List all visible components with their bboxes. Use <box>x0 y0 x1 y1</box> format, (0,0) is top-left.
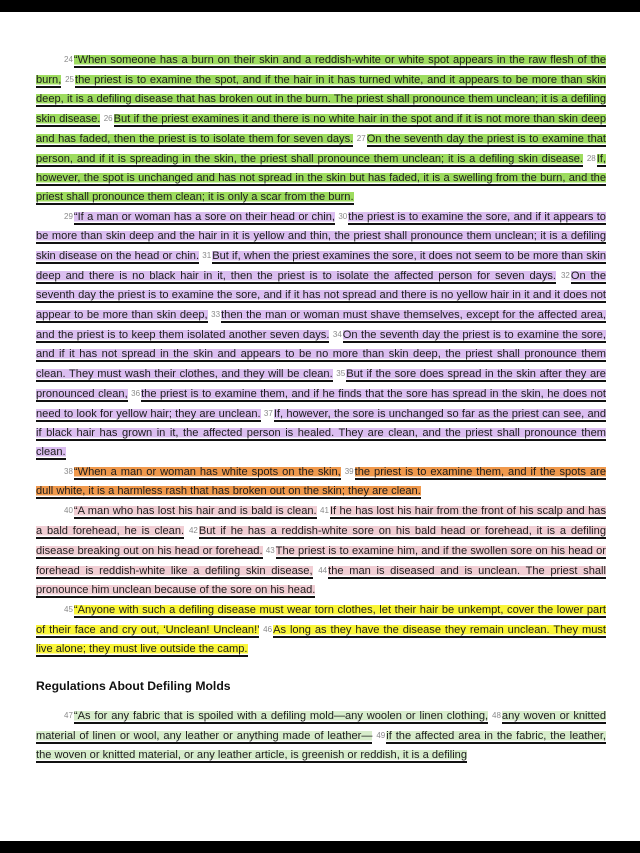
verse-number: 28 <box>586 154 596 163</box>
verse-number: 47 <box>64 711 73 720</box>
verse-text: On the seventh day the priest is to examine that person, and if it is spreading in the skin, the priest shall pronounce them unclean; it is a defiling skin disease. <box>36 133 606 165</box>
verse-number: 48 <box>492 711 501 720</box>
verse-text: the priest is to examine them, and if the spots are dull white, it is a harmless rash that has broken out on the skin; they are clean. <box>36 466 606 497</box>
verse-number: 30 <box>338 212 348 221</box>
verse-number: 36 <box>131 389 141 398</box>
verse-text: the priest is to examine the spot, and if the hair in it has turned white, and it appears to be more than skin deep, it is a defiling disease that has broken out in the burn. The priest shall pronounce them unclean; it is a defiling skin disease. <box>36 74 606 125</box>
paragraph <box>36 600 606 659</box>
verse-text: “A man who has lost his hair and is bald is clean. <box>73 505 317 517</box>
verse-text: “Anyone with such a defiling disease must wear torn clothes, let their hair be unkempt, cover the lower part of their face and cry out, ‘Unclean! Unclean!’ <box>36 604 606 636</box>
verse-number: 45 <box>64 605 73 614</box>
verse-text: any woven or knitted material of linen or wool, any leather or anything made of leather— <box>36 710 606 742</box>
paragraph <box>36 50 606 207</box>
verse-number: 46 <box>263 625 273 634</box>
verse-text: then the man or woman must shave themselves, except for the affected area, and the priest is to keep them isolated another seven days. <box>36 309 606 341</box>
verse-number: 25 <box>65 75 74 84</box>
verse-number: 34 <box>332 330 342 339</box>
verse-number: 24 <box>64 55 73 64</box>
verse-text: But if he has a reddish-white sore on his bald head or forehead, it is a defiling disease breaking out on his head or forehead. <box>36 525 606 557</box>
verse-number: 40 <box>64 506 73 515</box>
verse-number: 44 <box>318 566 328 575</box>
verse-number: 33 <box>211 310 221 319</box>
verse-text: the priest is to examine the sore, and if it appears to be more than skin deep and the hair in it is yellow and thin, the priest shall pronounce them unclean; it is a defiling skin disease on the head or chin. <box>36 211 606 262</box>
verse-text: On the seventh day the priest is to examine the sore, and if it has not spread and there is no yellow hair in it and it does not appear to be more than skin deep, <box>36 270 606 321</box>
verse-number: 43 <box>265 546 275 555</box>
verse-text: But if the priest examines it and there is no white hair in the spot and if it is not more than skin deep and has faded, then the priest is to isolate them for seven days. <box>36 113 606 145</box>
paragraph <box>36 462 606 501</box>
verse-number: 31 <box>202 251 212 260</box>
top-black-bar <box>0 0 640 12</box>
verse-text: If, however, the sore is unchanged so far as the priest can see, and if black hair has grown in it, the affected person is healed. They are clean, and the priest shall pronounce them clean. <box>36 408 606 458</box>
bottom-black-bar <box>0 841 640 853</box>
verse-text: “If a man or woman has a sore on their head or chin, <box>73 211 335 223</box>
verse-text: If he has lost his hair from the front of his scalp and has a bald forehead, he is clean. <box>36 505 606 537</box>
verse-number: 37 <box>263 409 273 418</box>
passage-after-heading <box>36 706 606 765</box>
verse-number: 35 <box>336 369 346 378</box>
verse-number: 29 <box>64 212 73 221</box>
verse-text: On the seventh day the priest is to examine the sore, and if it has not spread in the skin and appears to be no more than skin deep, the priest shall pronounce them clean. They must wash their clothes, and they will be clean. <box>36 329 606 380</box>
verse-text: “As for any fabric that is spoiled with a defiling mold—any woolen or linen clothing, <box>73 710 489 722</box>
section-heading: Regulations About Defiling Molds <box>36 679 231 693</box>
verse-text: But if the sore does spread in the skin after they are pronounced clean, <box>36 368 606 400</box>
verse-text: “When a man or woman has white spots on the skin, <box>73 466 341 478</box>
verse-number: 39 <box>344 467 354 476</box>
verse-text: “When someone has a burn on their skin and a reddish-white or white spot appears in the raw flesh of the burn, <box>36 54 606 86</box>
paragraph <box>36 706 606 765</box>
paragraph <box>36 501 606 600</box>
verse-text: if the affected area in the fabric, the leather, the woven or knitted material, or any leather article, is greenish or reddish, it is a defiling <box>36 730 606 761</box>
verse-number: 26 <box>103 114 113 123</box>
verse-text: If, however, the spot is unchanged and has not spread in the skin but has faded, it is a swelling from the burn, and the priest shall pronounce them clean; it is only a scar from the burn. <box>36 153 606 203</box>
verse-text: the man is diseased and is unclean. The priest shall pronounce him unclean because of the sore on his head. <box>36 565 606 596</box>
paragraph <box>36 207 606 462</box>
verse-text: the priest is to examine them, and if he finds that the sore has spread in the skin, he does not need to look for yellow hair; they are unclean. <box>36 388 606 420</box>
scripture-page <box>36 50 606 765</box>
passage-before-heading <box>36 50 606 659</box>
verse-text: But if, when the priest examines the sore, it does not seem to be more than skin deep and there is no black hair in it, then the priest is to isolate the affected person for seven days. <box>36 250 606 282</box>
verse-number: 42 <box>188 526 198 535</box>
verse-number: 32 <box>560 271 570 280</box>
verse-number: 38 <box>64 467 73 476</box>
verse-number: 41 <box>320 506 329 515</box>
verse-text: As long as they have the disease they remain unclean. They must live alone; they must live outside the camp. <box>36 624 606 655</box>
verse-number: 27 <box>356 134 366 143</box>
verse-text: The priest is to examine him, and if the swollen sore on his head or forehead is reddish-white like a defiling skin disease, <box>36 545 606 577</box>
verse-number: 49 <box>376 731 386 740</box>
